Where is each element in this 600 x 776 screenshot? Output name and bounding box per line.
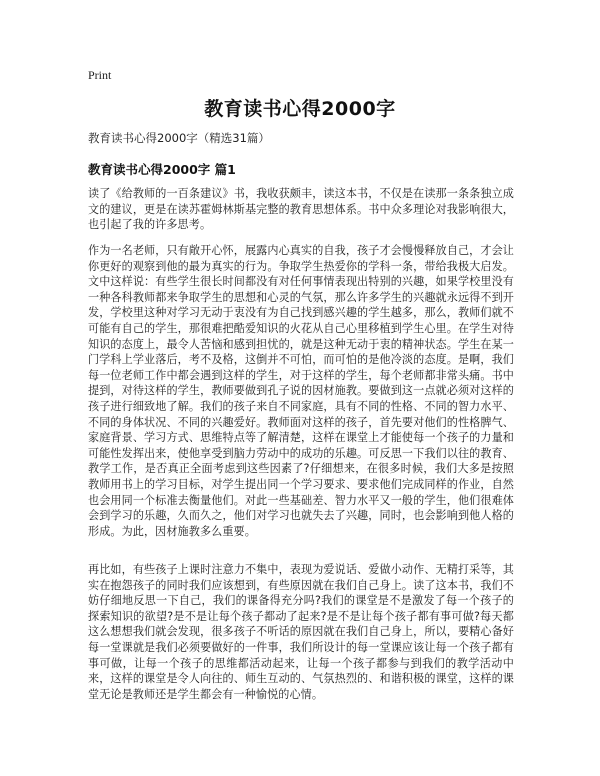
body-paragraph: 再比如，有些孩子上课时注意力不集中，表现为爱说话、爱做小动作、无精打采等，其实在抱怨孩子的同时我们应该想到，有些原因就在我们自己身上。读了这本书，我们不妨仔细地反思一下自己，我们的课备得充分吗?我们的课堂是不是激发了每一个孩子的探索知识的欲望?是不是让每个孩子都动了起来?是不是让每个孩子都有事可做?每天都这么想想我们就会发现，很多孩子不听话的原因就在我们自己身上，所以，要精心备好每一堂课就是我们必须要做好的一件事，我们所设计的每一堂课应该让每一个孩子都有事可做，让每一个孩子的思维都活动起来，让每一个孩子都参与到我们的教学活动中来，这样的课堂是令人向往的、师生互动的、气氛热烈的、和谐积极的课堂，这样的课堂无论是教师还是学生都会有一种愉悦的心情。	[88, 563, 514, 701]
document-subtitle: 教育读书心得2000字（精选31篇）	[88, 131, 270, 145]
body-paragraph: 读了《给教师的一百条建议》书，我收获颇丰，读这本书，不仅是在读那一条条独立成文的建议，更是在读苏霍姆林斯基完整的教育思想体系。书中众多理论对我影响很大，也引起了我的许多思考。	[88, 187, 514, 232]
print-link[interactable]: Print	[88, 68, 112, 82]
page-title: 教育读书心得2000字	[204, 98, 396, 120]
section-heading: 教育读书心得2000字 篇1	[88, 162, 236, 177]
body-paragraph: 作为一名老师，只有敞开心怀，展露内心真实的自我，孩子才会慢慢释放自己，才会让你更好的观察到他的最为真实的行为。争取学生热爱你的学科一条，带给我极大启发。文中这样说：有些学生很长时间都没有对任何事情表现出特别的兴趣，如果学校里没有一种各科教师都来争取学生的思想和心灵的气氛，那么许多学生的兴趣就永远得不到开发，学校里这种对学习无动于衷没有为自己找到感兴趣的学生越多，那么，教师们就不可能有自己的学生，那很难把酷爱知识的火花从自己心里移植到学生心里。在学生对待知识的态度上，最令人苦恼和感到担忧的，就是这种无动于衷的精神状态。学生在某一门学科上学业落后，考不及格，这倒并不可怕，而可怕的是他冷淡的态度。是啊，我们每一位老师工作中都会遇到这样的学生，对于这样的学生，每个老师都非常头痛。书中提到，对待这样的学生，教师要做到孔子说的因材施教。要做到这一点就必须对这样的孩子进行细致地了解。我们的孩子来自不同家庭，具有不同的性格、不同的智力水平、不同的身体状况、不同的兴趣爱好。教师面对这样的孩子，首先要对他们的性格脾气、家庭背景、学习方式、思维特点等了解清楚，这样在课堂上才能使每一个孩子的力量和可能性发挥出来，使他享受到脑力劳动中的成功的乐趣。可反思一下我们以往的教育、教学工作，是否真正全面考虑到这些因素了?仔细想来，在很多时候，我们大多是按照教师用书上的学习目标，对学生提出同一个学习要求、要求他们完成同样的作业，自然也会用同一个标准去衡量他们。对此一些基础差、智力水平又一般的学生，他们很难体会到学习的乐趣，久而久之，他们对学习也就失去了兴趣，同时，也会影响到他人格的形成。为此，因材施教多么重要。	[88, 244, 514, 538]
